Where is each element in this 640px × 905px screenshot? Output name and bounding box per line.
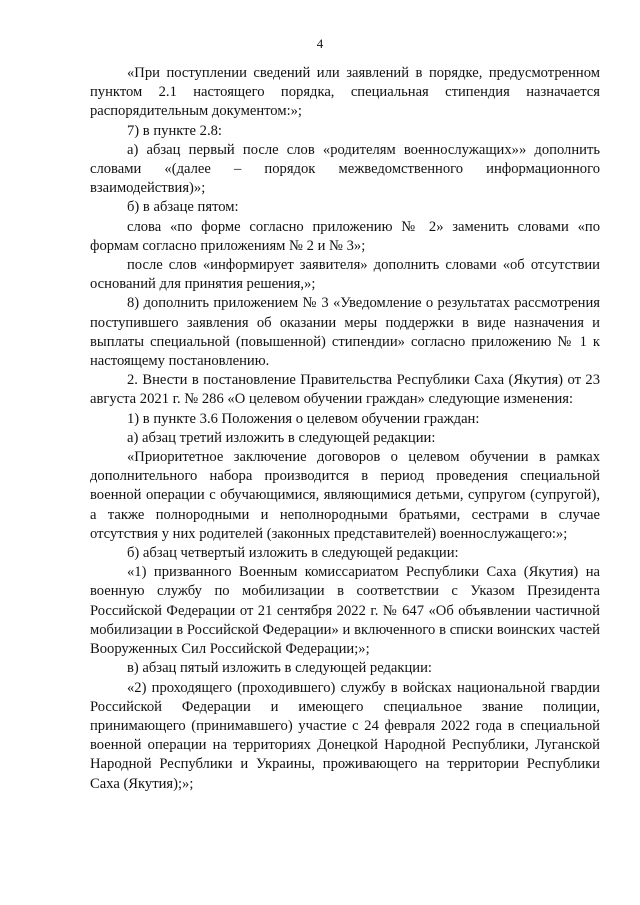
paragraph: 1) в пункте 3.6 Положения о целевом обучении граждан: bbox=[127, 410, 480, 427]
page-number: 4 bbox=[316, 36, 324, 51]
paragraph: «1) призванного Военным комиссариатом Республики Саха (Якутия) на военную службу по мобилизации в соответствии с Указом Президента Российской Федерации от 21 сентября 2022 г. № 647 «Об объявлении частичной мобилизации в Российской Федерации» и включенного в списки воинских частей Вооруженных Сил Российской Федерации;»; bbox=[90, 564, 600, 658]
paragraph: «Приоритетное заключение договоров о целевом обучении в рамках дополнительного набора производится в период проведения специальной военной операции с обучающимися, являющимися детьми, супругом (супругой), а также полнородными и неполнородными братьями, сестрами в случае отсутствия у них родителей (законных представителей) военнослужащего:»; bbox=[90, 449, 600, 542]
paragraph: 7) в пункте 2.8: bbox=[127, 122, 222, 139]
document-body bbox=[90, 64, 600, 794]
paragraph: б) в абзаце пятом: bbox=[127, 199, 239, 216]
paragraph: в) абзац пятый изложить в следующей редакции: bbox=[127, 660, 432, 677]
paragraph: а) абзац третий изложить в следующей редакции: bbox=[127, 429, 436, 446]
paragraph: 8) дополнить приложением № 3 «Уведомление о результатах рассмотрения поступившего заявления об оказании меры поддержки в виде назначения и выплаты специальной (повышенной) стипендии» согласно приложению № 1 к настоящему постановлению. bbox=[90, 295, 600, 370]
paragraph: «При поступлении сведений или заявлений в порядке, предусмотренном пунктом 2.1 настоящего порядка, специальная стипендия назначается распорядительным документом:»; bbox=[90, 65, 600, 120]
paragraph: слова «по форме согласно приложению № 2» заменить словами «по формам согласно приложениям № 2 и № 3»; bbox=[90, 218, 600, 254]
paragraph: 2. Внести в постановление Правительства Республики Саха (Якутия) от 23 августа 2021 г. № 286 «О целевом обучении граждан» следующие изменения: bbox=[90, 372, 600, 408]
paragraph: «2) проходящего (проходившего) службу в войсках национальной гвардии Российской Федерации и имеющего специальное звание полиции, принимающего (принимавшего) участие с 24 февраля 2022 года в специальной военной операции на территориях Донецкой Народной Республики, Луганской Народной Республики и Украины, проживающего на территории Республики Саха (Якутия);»; bbox=[90, 679, 600, 792]
paragraph: после слов «информирует заявителя» дополнить словами «об отсутствии оснований для принятия решения,»; bbox=[90, 257, 600, 293]
paragraph: б) абзац четвертый изложить в следующей редакции: bbox=[127, 545, 459, 562]
paragraph: а) абзац первый после слов «родителям военнослужащих»» дополнить словами «(далее – порядок межведомственного информационного взаимодействия)»; bbox=[90, 141, 600, 197]
